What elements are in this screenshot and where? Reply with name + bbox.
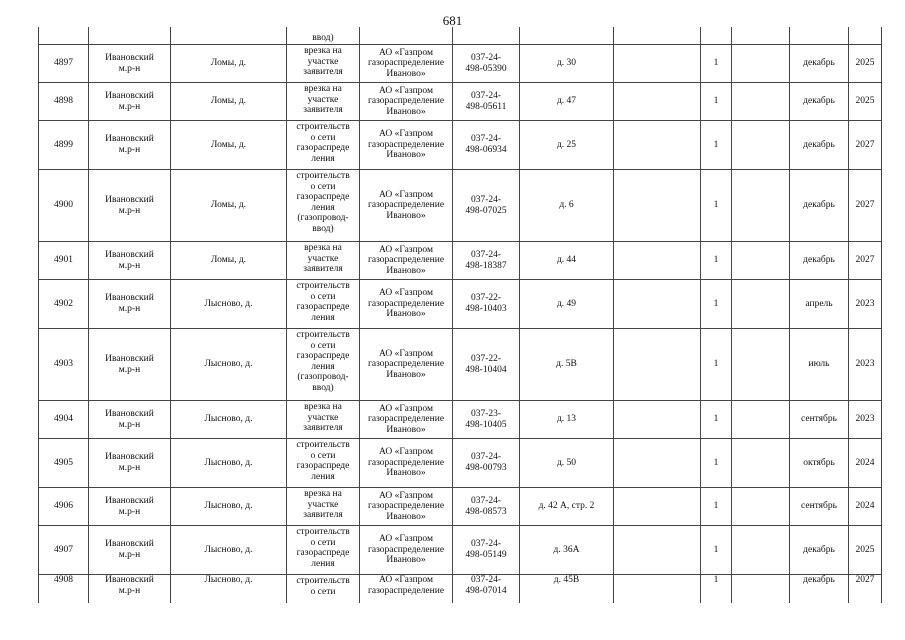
cell-address: д. 36А (520, 526, 614, 575)
cell-organization: АО «Газпром газораспределение Иваново» (360, 401, 453, 439)
cell-month: сентябрь (790, 401, 849, 439)
cell-settlement: Лысново, д. (171, 439, 287, 488)
cell-settlement: Ломы, д. (171, 45, 287, 83)
cell-settlement (171, 27, 287, 45)
cell-quantity: 1 (701, 242, 732, 280)
cell-empty (614, 526, 701, 575)
cell-empty (614, 488, 701, 526)
cell-district: Ивановский м.р-н (89, 575, 171, 604)
cell-month: декабрь (790, 242, 849, 280)
cell-quantity: 1 (701, 280, 732, 329)
cell-number: 4904 (39, 401, 89, 439)
cell-year: 2023 (849, 401, 882, 439)
continued-row (39, 27, 882, 45)
cell-work-type: строительств о сети газораспреде ления (газопровод- ввод) (287, 329, 360, 401)
cell-code: 037-24- 498-07014 (453, 575, 520, 604)
cell-year: 2027 (849, 170, 882, 242)
page-number: 681 (442, 13, 463, 28)
table-row (39, 242, 882, 280)
cell-settlement: Лысново, д. (171, 488, 287, 526)
cell-organization: АО «Газпром газораспределение Иваново» (360, 170, 453, 242)
cell-empty (614, 575, 701, 604)
cell-month: декабрь (790, 526, 849, 575)
cell-work-type: строительств о сети газораспреде ления (287, 526, 360, 575)
cell-year: 2024 (849, 439, 882, 488)
cell-settlement: Лысново, д. (171, 401, 287, 439)
table-row (39, 488, 882, 526)
cell-month: октябрь (790, 439, 849, 488)
table-row (39, 575, 882, 604)
cell-empty (732, 280, 790, 329)
cell-number: 4898 (39, 83, 89, 121)
gas-connection-table (38, 27, 882, 603)
cell-code: 037-24- 498-05611 (453, 83, 520, 121)
cell-empty (732, 439, 790, 488)
cell-address (520, 27, 614, 45)
cell-district: Ивановский м.р-н (89, 439, 171, 488)
table-row (39, 280, 882, 329)
cell-address: д. 45В (520, 575, 614, 604)
cell-empty (614, 439, 701, 488)
cell-empty (614, 83, 701, 121)
cell-code: 037-24- 498-05149 (453, 526, 520, 575)
cell-empty (732, 401, 790, 439)
cell-quantity: 1 (701, 121, 732, 170)
cell-address: д. 47 (520, 83, 614, 121)
cell-year (849, 27, 882, 45)
cell-district: Ивановский м.р-н (89, 170, 171, 242)
cell-organization: АО «Газпром газораспределение Иваново» (360, 280, 453, 329)
cell-work-type: строительств о сети газораспреде ления (газопровод- ввод) (287, 170, 360, 242)
cell-month: июль (790, 329, 849, 401)
cell-month: декабрь (790, 121, 849, 170)
cell-month: декабрь (790, 170, 849, 242)
cell-work-type: врезка на участке заявителя (287, 45, 360, 83)
cell-code: 037-24- 498-00793 (453, 439, 520, 488)
table-row (39, 170, 882, 242)
cell-code: 037-24- 498-06934 (453, 121, 520, 170)
cell-code: 037-22- 498-10404 (453, 329, 520, 401)
cell-district: Ивановский м.р-н (89, 401, 171, 439)
cell-number: 4905 (39, 439, 89, 488)
cell-district: Ивановский м.р-н (89, 329, 171, 401)
cell-month (790, 27, 849, 45)
cell-code: 037-24- 498-05390 (453, 45, 520, 83)
cell-organization: АО «Газпром газораспределение (360, 575, 453, 604)
cell-code (453, 27, 520, 45)
cell-year: 2025 (849, 83, 882, 121)
cell-work-type: ввод) (287, 27, 360, 45)
cell-organization: АО «Газпром газораспределение Иваново» (360, 526, 453, 575)
cell-code: 037-24- 498-18387 (453, 242, 520, 280)
cell-settlement: Лысново, д. (171, 329, 287, 401)
cell-empty (614, 280, 701, 329)
cell-organization: АО «Газпром газораспределение Иваново» (360, 329, 453, 401)
cell-month: декабрь (790, 45, 849, 83)
cell-code: 037-23- 498-10405 (453, 401, 520, 439)
cell-year: 2027 (849, 575, 882, 604)
cell-work-type: врезка на участке заявителя (287, 401, 360, 439)
cell-work-type: врезка на участке заявителя (287, 83, 360, 121)
cell-code: 037-24- 498-08573 (453, 488, 520, 526)
table-row (39, 439, 882, 488)
cell-empty (732, 121, 790, 170)
cell-work-type: врезка на участке заявителя (287, 242, 360, 280)
cell-empty (732, 242, 790, 280)
cell-quantity: 1 (701, 329, 732, 401)
cell-quantity: 1 (701, 83, 732, 121)
cell-empty (732, 170, 790, 242)
table-row (39, 329, 882, 401)
cell-month: сентябрь (790, 488, 849, 526)
cell-settlement: Лысново, д. (171, 526, 287, 575)
cell-empty (614, 170, 701, 242)
cell-empty (732, 45, 790, 83)
cell-district: Ивановский м.р-н (89, 242, 171, 280)
cell-quantity: 1 (701, 439, 732, 488)
cell-organization: АО «Газпром газораспределение Иваново» (360, 83, 453, 121)
cell-quantity: 1 (701, 575, 732, 604)
cell-district: Ивановский м.р-н (89, 45, 171, 83)
cell-empty (732, 575, 790, 604)
cell-district: Ивановский м.р-н (89, 526, 171, 575)
cell-address: д. 30 (520, 45, 614, 83)
cell-district: Ивановский м.р-н (89, 121, 171, 170)
cell-work-type: строительств о сети газораспреде ления (287, 121, 360, 170)
cell-code: 037-24- 498-07025 (453, 170, 520, 242)
cell-organization: АО «Газпром газораспределение Иваново» (360, 242, 453, 280)
cell-address: д. 44 (520, 242, 614, 280)
cell-empty (614, 45, 701, 83)
cell-quantity: 1 (701, 170, 732, 242)
cell-number: 4908 (39, 575, 89, 604)
cell-year: 2023 (849, 280, 882, 329)
cell-empty (732, 329, 790, 401)
table-row (39, 121, 882, 170)
cell-year: 2027 (849, 242, 882, 280)
table-row (39, 526, 882, 575)
cell-address: д. 13 (520, 401, 614, 439)
cell-number: 4900 (39, 170, 89, 242)
cell-number: 4901 (39, 242, 89, 280)
cell-number: 4903 (39, 329, 89, 401)
table-row (39, 401, 882, 439)
cell-month: апрель (790, 280, 849, 329)
cell-number: 4902 (39, 280, 89, 329)
cell-district: Ивановский м.р-н (89, 83, 171, 121)
cell-work-type: строительств о сети газораспреде ления (287, 439, 360, 488)
cell-address: д. 25 (520, 121, 614, 170)
cell-organization: АО «Газпром газораспределение Иваново» (360, 488, 453, 526)
cell-settlement: Лысново, д. (171, 575, 287, 604)
cell-quantity: 1 (701, 401, 732, 439)
cell-year: 2023 (849, 329, 882, 401)
cell-organization: АО «Газпром газораспределение Иваново» (360, 121, 453, 170)
cell-address: д. 49 (520, 280, 614, 329)
cell-empty (732, 27, 790, 45)
cell-organization: АО «Газпром газораспределение Иваново» (360, 45, 453, 83)
cell-empty (732, 526, 790, 575)
cell-address: д. 6 (520, 170, 614, 242)
cell-address: д. 50 (520, 439, 614, 488)
cell-address: д. 5В (520, 329, 614, 401)
cell-organization: АО «Газпром газораспределение Иваново» (360, 439, 453, 488)
cell-year: 2025 (849, 526, 882, 575)
cell-year: 2024 (849, 488, 882, 526)
table-row (39, 45, 882, 83)
cell-month: декабрь (790, 83, 849, 121)
cell-empty (614, 401, 701, 439)
cell-address: д. 42 А, стр. 2 (520, 488, 614, 526)
cell-empty (614, 329, 701, 401)
cell-work-type: строительств о сети (287, 575, 360, 604)
cell-organization (360, 27, 453, 45)
cell-district (89, 27, 171, 45)
cell-quantity: 1 (701, 488, 732, 526)
cell-empty (614, 27, 701, 45)
cell-settlement: Ломы, д. (171, 242, 287, 280)
cell-settlement: Ломы, д. (171, 170, 287, 242)
cell-number (39, 27, 89, 45)
cell-number: 4906 (39, 488, 89, 526)
cell-year: 2025 (849, 45, 882, 83)
cell-quantity: 1 (701, 526, 732, 575)
cell-number: 4899 (39, 121, 89, 170)
cell-quantity (701, 27, 732, 45)
cell-empty (614, 242, 701, 280)
cell-number: 4907 (39, 526, 89, 575)
cell-work-type: строительств о сети газораспреде ления (287, 280, 360, 329)
cell-settlement: Ломы, д. (171, 121, 287, 170)
cell-empty (614, 121, 701, 170)
cell-number: 4897 (39, 45, 89, 83)
table-row (39, 83, 882, 121)
cell-year: 2027 (849, 121, 882, 170)
cell-code: 037-22- 498-10403 (453, 280, 520, 329)
cell-district: Ивановский м.р-н (89, 280, 171, 329)
cell-empty (732, 488, 790, 526)
cell-settlement: Ломы, д. (171, 83, 287, 121)
cell-work-type: врезка на участке заявителя (287, 488, 360, 526)
cell-district: Ивановский м.р-н (89, 488, 171, 526)
cell-quantity: 1 (701, 45, 732, 83)
cell-month: декабрь (790, 575, 849, 604)
cell-settlement: Лысново, д. (171, 280, 287, 329)
cell-empty (732, 83, 790, 121)
